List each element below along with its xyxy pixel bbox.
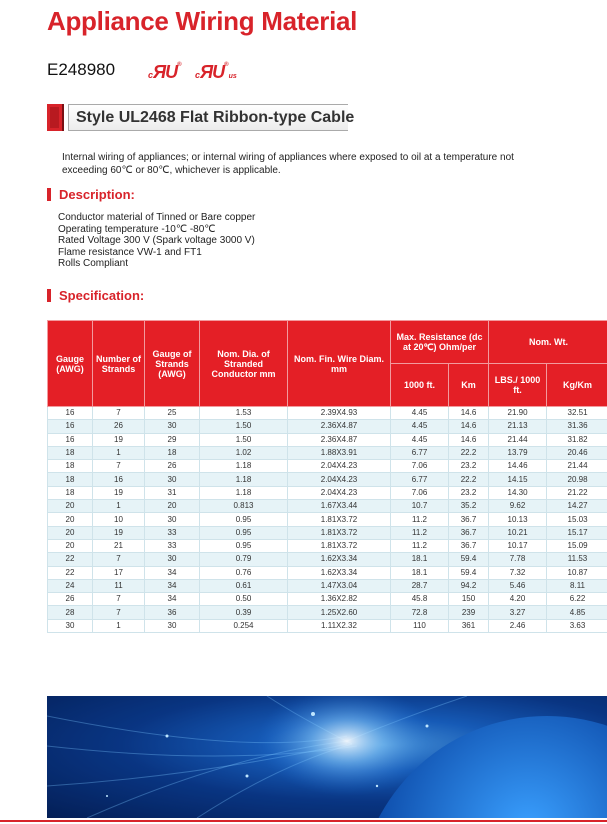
cell-wt-kg: 21.44 xyxy=(547,460,607,473)
cell-res-1000ft: 6.77 xyxy=(391,473,449,486)
cell-wt-lbs: 21.90 xyxy=(489,407,547,420)
cell-gauge: 16 xyxy=(48,407,93,420)
cell-gauge-strands: 30 xyxy=(145,513,200,526)
cell-res-km: 22.2 xyxy=(449,446,489,459)
cell-wt-lbs: 14.15 xyxy=(489,473,547,486)
cell-res-km: 14.6 xyxy=(449,420,489,433)
cell-strands: 1 xyxy=(93,500,145,513)
cell-gauge-strands: 26 xyxy=(145,460,200,473)
globe-network-image xyxy=(47,696,607,818)
cell-strands: 7 xyxy=(93,553,145,566)
cell-gauge-strands: 34 xyxy=(145,579,200,592)
cell-strands: 19 xyxy=(93,486,145,499)
style-heading-icon xyxy=(47,104,64,131)
cell-res-1000ft: 11.2 xyxy=(391,513,449,526)
section-bar-icon xyxy=(47,289,51,302)
cell-strands: 11 xyxy=(93,579,145,592)
header-strands: Number of Strands xyxy=(93,321,145,407)
table-row xyxy=(48,513,607,526)
description-heading: Description: xyxy=(59,187,135,202)
cell-res-1000ft: 7.06 xyxy=(391,486,449,499)
style-heading-box xyxy=(68,104,355,131)
cell-gauge-strands: 25 xyxy=(145,407,200,420)
cell-fin-wire-diam: 1.11X2.32 xyxy=(288,619,391,632)
cell-res-km: 23.2 xyxy=(449,486,489,499)
cell-res-1000ft: 4.45 xyxy=(391,407,449,420)
cell-fin-wire-diam: 1.81X3.72 xyxy=(288,513,391,526)
table-row xyxy=(48,420,607,433)
table-row xyxy=(48,433,607,446)
cell-gauge: 20 xyxy=(48,526,93,539)
cell-gauge: 24 xyxy=(48,579,93,592)
cell-gauge: 20 xyxy=(48,539,93,552)
header-nom-dia: Nom. Dia. of Stranded Conductor mm xyxy=(200,321,288,407)
cell-res-1000ft: 45.8 xyxy=(391,593,449,606)
cell-wt-lbs: 2.46 xyxy=(489,619,547,632)
cell-fin-wire-diam: 1.47X3.04 xyxy=(288,579,391,592)
cell-fin-wire-diam: 1.62X3.34 xyxy=(288,566,391,579)
page-title: Appliance Wiring Material xyxy=(47,6,358,36)
cell-res-1000ft: 28.7 xyxy=(391,579,449,592)
cell-nom-dia: 1.18 xyxy=(200,473,288,486)
table-row xyxy=(48,526,607,539)
cell-wt-lbs: 14.46 xyxy=(489,460,547,473)
cell-wt-kg: 21.22 xyxy=(547,486,607,499)
cru-mark-icon: cЯU® xyxy=(148,62,182,82)
cell-nom-dia: 0.39 xyxy=(200,606,288,619)
cell-gauge: 18 xyxy=(48,460,93,473)
cell-strands: 10 xyxy=(93,513,145,526)
cell-strands: 7 xyxy=(93,593,145,606)
cell-gauge-strands: 30 xyxy=(145,420,200,433)
cell-wt-lbs: 13.79 xyxy=(489,446,547,459)
cell-nom-dia: 1.50 xyxy=(200,433,288,446)
cell-gauge-strands: 29 xyxy=(145,433,200,446)
cell-wt-lbs: 21.13 xyxy=(489,420,547,433)
cell-wt-kg: 31.36 xyxy=(547,420,607,433)
cell-wt-lbs: 9.62 xyxy=(489,500,547,513)
style-heading: Style UL2468 Flat Ribbon-type Cable xyxy=(76,109,355,126)
cell-res-1000ft: 6.77 xyxy=(391,446,449,459)
cell-res-km: 14.6 xyxy=(449,407,489,420)
specification-heading: Specification: xyxy=(59,288,145,303)
cell-wt-kg: 15.09 xyxy=(547,539,607,552)
cell-res-km: 59.4 xyxy=(449,553,489,566)
cell-res-1000ft: 7.06 xyxy=(391,460,449,473)
footer-divider xyxy=(0,820,607,822)
cell-gauge-strands: 31 xyxy=(145,486,200,499)
cell-res-km: 35.2 xyxy=(449,500,489,513)
cell-fin-wire-diam: 1.25X2.60 xyxy=(288,606,391,619)
cell-res-km: 361 xyxy=(449,619,489,632)
cell-gauge: 16 xyxy=(48,433,93,446)
table-row xyxy=(48,606,607,619)
cell-res-km: 239 xyxy=(449,606,489,619)
cell-gauge-strands: 33 xyxy=(145,539,200,552)
table-row xyxy=(48,566,607,579)
cell-fin-wire-diam: 2.04X4.23 xyxy=(288,460,391,473)
cell-nom-dia: 1.18 xyxy=(200,486,288,499)
cell-wt-lbs: 7.78 xyxy=(489,553,547,566)
specification-table-body xyxy=(48,407,607,633)
table-row xyxy=(48,446,607,459)
intro-text: Internal wiring of appliances; or internal wiring of appliances where exposed to oil at a temperature not exceeding 60℃ or 80℃, whichever is applicable. xyxy=(62,152,514,176)
cell-nom-dia: 1.18 xyxy=(200,460,288,473)
cell-wt-kg: 20.46 xyxy=(547,446,607,459)
cell-strands: 26 xyxy=(93,420,145,433)
cell-nom-dia: 0.95 xyxy=(200,526,288,539)
cell-res-1000ft: 4.45 xyxy=(391,433,449,446)
cell-fin-wire-diam: 1.36X2.82 xyxy=(288,593,391,606)
cell-wt-kg: 15.17 xyxy=(547,526,607,539)
cell-fin-wire-diam: 1.81X3.72 xyxy=(288,539,391,552)
cell-nom-dia: 0.61 xyxy=(200,579,288,592)
cert-code: E248980 xyxy=(47,60,116,79)
header-max-resistance: Max. Resistance (dc at 20℃) Ohm/per xyxy=(391,321,489,364)
cell-res-km: 23.2 xyxy=(449,460,489,473)
header-gauge-strands: Gauge of Strands (AWG) xyxy=(145,321,200,407)
cell-fin-wire-diam: 2.39X4.93 xyxy=(288,407,391,420)
cell-res-1000ft: 72.8 xyxy=(391,606,449,619)
cell-wt-kg: 32.51 xyxy=(547,407,607,420)
cell-wt-lbs: 10.21 xyxy=(489,526,547,539)
table-row xyxy=(48,500,607,513)
table-row xyxy=(48,473,607,486)
cell-wt-lbs: 21.44 xyxy=(489,433,547,446)
cell-res-1000ft: 10.7 xyxy=(391,500,449,513)
cell-gauge-strands: 30 xyxy=(145,553,200,566)
header-res-1000ft: 1000 ft. xyxy=(391,364,449,407)
cell-nom-dia: 0.79 xyxy=(200,553,288,566)
cell-nom-dia: 0.813 xyxy=(200,500,288,513)
cell-strands: 7 xyxy=(93,407,145,420)
description-list xyxy=(58,212,255,270)
cell-res-1000ft: 18.1 xyxy=(391,566,449,579)
cell-nom-dia: 0.254 xyxy=(200,619,288,632)
table-row xyxy=(48,486,607,499)
description-item: Rated Voltage 300 V (Spark voltage 3000 V) xyxy=(58,235,255,246)
cell-fin-wire-diam: 1.88X3.91 xyxy=(288,446,391,459)
cell-gauge-strands: 20 xyxy=(145,500,200,513)
cell-gauge: 26 xyxy=(48,593,93,606)
cell-res-km: 36.7 xyxy=(449,513,489,526)
cell-res-km: 150 xyxy=(449,593,489,606)
cell-wt-kg: 6.22 xyxy=(547,593,607,606)
header-nom-weight: Nom. Wt. xyxy=(489,321,607,364)
cell-fin-wire-diam: 2.04X4.23 xyxy=(288,486,391,499)
cell-res-1000ft: 4.45 xyxy=(391,420,449,433)
cell-res-1000ft: 110 xyxy=(391,619,449,632)
cell-gauge: 16 xyxy=(48,420,93,433)
cell-gauge: 20 xyxy=(48,500,93,513)
cell-res-km: 36.7 xyxy=(449,526,489,539)
header-wt-lbs: LBS./ 1000 ft. xyxy=(489,364,547,407)
cell-gauge: 22 xyxy=(48,566,93,579)
specification-table xyxy=(47,320,607,633)
cell-res-km: 94.2 xyxy=(449,579,489,592)
cell-wt-kg: 4.85 xyxy=(547,606,607,619)
style-heading-banner xyxy=(47,104,355,132)
cell-wt-lbs: 7.32 xyxy=(489,566,547,579)
cell-fin-wire-diam: 2.36X4.87 xyxy=(288,420,391,433)
cell-strands: 1 xyxy=(93,446,145,459)
table-row xyxy=(48,579,607,592)
header-fin-wire-diam: Nom. Fin. Wire Diam. mm xyxy=(288,321,391,407)
cell-gauge: 20 xyxy=(48,513,93,526)
cru-us-mark-icon: cЯU®us xyxy=(195,62,237,82)
cell-strands: 21 xyxy=(93,539,145,552)
cell-gauge: 18 xyxy=(48,473,93,486)
cell-gauge-strands: 34 xyxy=(145,566,200,579)
cell-res-1000ft: 18.1 xyxy=(391,553,449,566)
cell-strands: 17 xyxy=(93,566,145,579)
cell-res-1000ft: 11.2 xyxy=(391,526,449,539)
cell-nom-dia: 1.50 xyxy=(200,420,288,433)
cell-res-km: 59.4 xyxy=(449,566,489,579)
cell-strands: 1 xyxy=(93,619,145,632)
cell-res-km: 22.2 xyxy=(449,473,489,486)
description-item: Operating temperature -10℃ -80℃ xyxy=(58,223,216,235)
description-item: Conductor material of Tinned or Bare copper xyxy=(58,212,256,223)
cell-wt-lbs: 10.13 xyxy=(489,513,547,526)
cell-gauge: 22 xyxy=(48,553,93,566)
table-row xyxy=(48,407,607,420)
cell-strands: 19 xyxy=(93,433,145,446)
cell-wt-kg: 14.27 xyxy=(547,500,607,513)
cell-wt-kg: 31.82 xyxy=(547,433,607,446)
cell-fin-wire-diam: 1.81X3.72 xyxy=(288,526,391,539)
cell-nom-dia: 0.95 xyxy=(200,539,288,552)
table-row xyxy=(48,553,607,566)
cell-wt-lbs: 3.27 xyxy=(489,606,547,619)
cell-nom-dia: 0.76 xyxy=(200,566,288,579)
cell-wt-lbs: 10.17 xyxy=(489,539,547,552)
cell-nom-dia: 1.02 xyxy=(200,446,288,459)
header-wt-kg: Kg/Km xyxy=(547,364,607,407)
cell-res-km: 36.7 xyxy=(449,539,489,552)
cell-gauge: 18 xyxy=(48,486,93,499)
cell-strands: 19 xyxy=(93,526,145,539)
cell-fin-wire-diam: 2.04X4.23 xyxy=(288,473,391,486)
cell-wt-kg: 20.98 xyxy=(547,473,607,486)
table-row xyxy=(48,619,607,632)
table-row xyxy=(48,593,607,606)
cell-strands: 16 xyxy=(93,473,145,486)
cell-gauge-strands: 18 xyxy=(145,446,200,459)
cell-gauge-strands: 30 xyxy=(145,473,200,486)
cell-nom-dia: 0.50 xyxy=(200,593,288,606)
section-bar-icon xyxy=(47,188,51,201)
cell-gauge-strands: 30 xyxy=(145,619,200,632)
header-res-km: Km xyxy=(449,364,489,407)
header-gauge: Gauge (AWG) xyxy=(48,321,93,407)
cell-gauge: 28 xyxy=(48,606,93,619)
cell-wt-kg: 3.63 xyxy=(547,619,607,632)
cell-nom-dia: 0.95 xyxy=(200,513,288,526)
cell-wt-kg: 10.87 xyxy=(547,566,607,579)
cell-res-km: 14.6 xyxy=(449,433,489,446)
cell-gauge-strands: 34 xyxy=(145,593,200,606)
cell-fin-wire-diam: 1.67X3.44 xyxy=(288,500,391,513)
description-item: Rolls Compliant xyxy=(58,258,129,269)
cell-wt-kg: 15.03 xyxy=(547,513,607,526)
cell-wt-lbs: 14.30 xyxy=(489,486,547,499)
table-row xyxy=(48,539,607,552)
cell-strands: 7 xyxy=(93,606,145,619)
cell-gauge-strands: 33 xyxy=(145,526,200,539)
table-row xyxy=(48,460,607,473)
cell-gauge-strands: 36 xyxy=(145,606,200,619)
globe-network-graphic xyxy=(47,696,607,818)
cell-res-1000ft: 11.2 xyxy=(391,539,449,552)
cell-fin-wire-diam: 1.62X3.34 xyxy=(288,553,391,566)
cell-fin-wire-diam: 2.36X4.87 xyxy=(288,433,391,446)
cell-gauge: 30 xyxy=(48,619,93,632)
cell-gauge: 18 xyxy=(48,446,93,459)
cell-wt-kg: 8.11 xyxy=(547,579,607,592)
cell-nom-dia: 1.53 xyxy=(200,407,288,420)
description-item: Flame resistance VW-1 and FT1 xyxy=(58,246,202,258)
cell-wt-kg: 11.53 xyxy=(547,553,607,566)
cell-wt-lbs: 5.46 xyxy=(489,579,547,592)
cell-strands: 7 xyxy=(93,460,145,473)
cell-wt-lbs: 4.20 xyxy=(489,593,547,606)
